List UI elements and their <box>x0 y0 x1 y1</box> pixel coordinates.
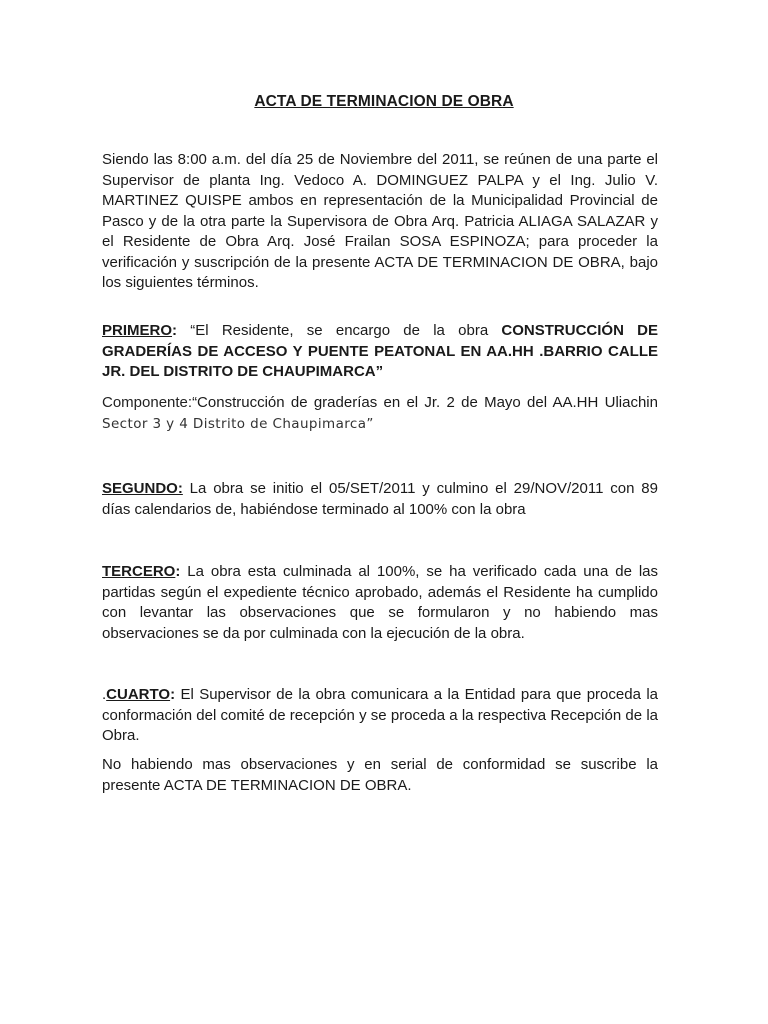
clause-segundo-label: SEGUNDO: <box>102 480 183 497</box>
clause-segundo-text: La obra se initio el 05/SET/2011 y culmino el 29/NOV/2011 con 89 días calendarios de, habiéndose terminado al 100% con la obra <box>102 480 658 518</box>
clause-tercero <box>102 562 658 644</box>
document-title: ACTA DE TERMINACION DE OBRA <box>254 93 514 110</box>
clause-primero-text: “El Residente, se encargo de la obra <box>177 322 502 339</box>
componente-text-2: Sector 3 y 4 Distrito de Chaupimarca” <box>102 415 374 432</box>
clause-primero-project-name: CONSTRUCCIÓN DE GRADERÍAS DE ACCESO Y PUENTE PEATONAL EN AA.HH .BARRIO CALLE JR. DEL DISTRITO DE CHAUPIMARCA” <box>102 322 658 380</box>
componente-paragraph <box>102 393 658 434</box>
clause-tercero-colon: : <box>175 563 181 580</box>
clause-cuarto-colon: : <box>170 686 176 703</box>
componente-text-1: “Construcción de graderías en el Jr. 2 de Mayo del AA.HH Uliachin <box>192 394 658 411</box>
clause-primero-label: PRIMERO <box>102 322 173 339</box>
componente-label: Componente: <box>102 394 193 411</box>
closing-paragraph: No habiendo mas observaciones y en serial de conformidad se suscribe la presente ACTA DE TERMINACION DE OBRA. <box>102 756 658 794</box>
intro-paragraph: Siendo las 8:00 a.m. del día 25 de Noviembre del 2011, se reúnen de una parte el Supervisor de planta Ing. Vedoco A. DOMINGUEZ PALPA y el Ing. Julio V. MARTINEZ QUISPE ambos en representación de la Municipalidad Provincial de Pasco y de la otra parte la Supervisora de Obra Arq. Patricia ALIAGA SALAZAR y el Residente de Obra Arq. José Frailan SOSA ESPINOZA; para proceder la verificación y suscripción de la presente ACTA DE TERMINACION DE OBRA, bajo los siguientes términos. <box>102 151 658 291</box>
clause-segundo <box>102 479 658 520</box>
clause-cuarto-prefix: . <box>102 686 107 703</box>
clause-cuarto-text: El Supervisor de la obra comunicara a la Entidad para que proceda la conformación del comité de recepción y se proceda a la respectiva Recepción de la Obra. <box>102 686 658 744</box>
clause-cuarto-label: CUARTO <box>106 686 171 703</box>
clause-tercero-label: TERCERO <box>102 563 176 580</box>
clause-tercero-text: La obra esta culminada al 100%, se ha verificado cada una de las partidas según el expediente técnico aprobado, además el Residente ha cumplido con levantar las observaciones que se formularon y no habiendo mas observaciones se da por culminada con la ejecución de la obra. <box>102 563 658 642</box>
clause-primero-colon: : <box>172 322 178 339</box>
clause-primero <box>102 321 658 383</box>
clause-cuarto <box>102 685 658 747</box>
